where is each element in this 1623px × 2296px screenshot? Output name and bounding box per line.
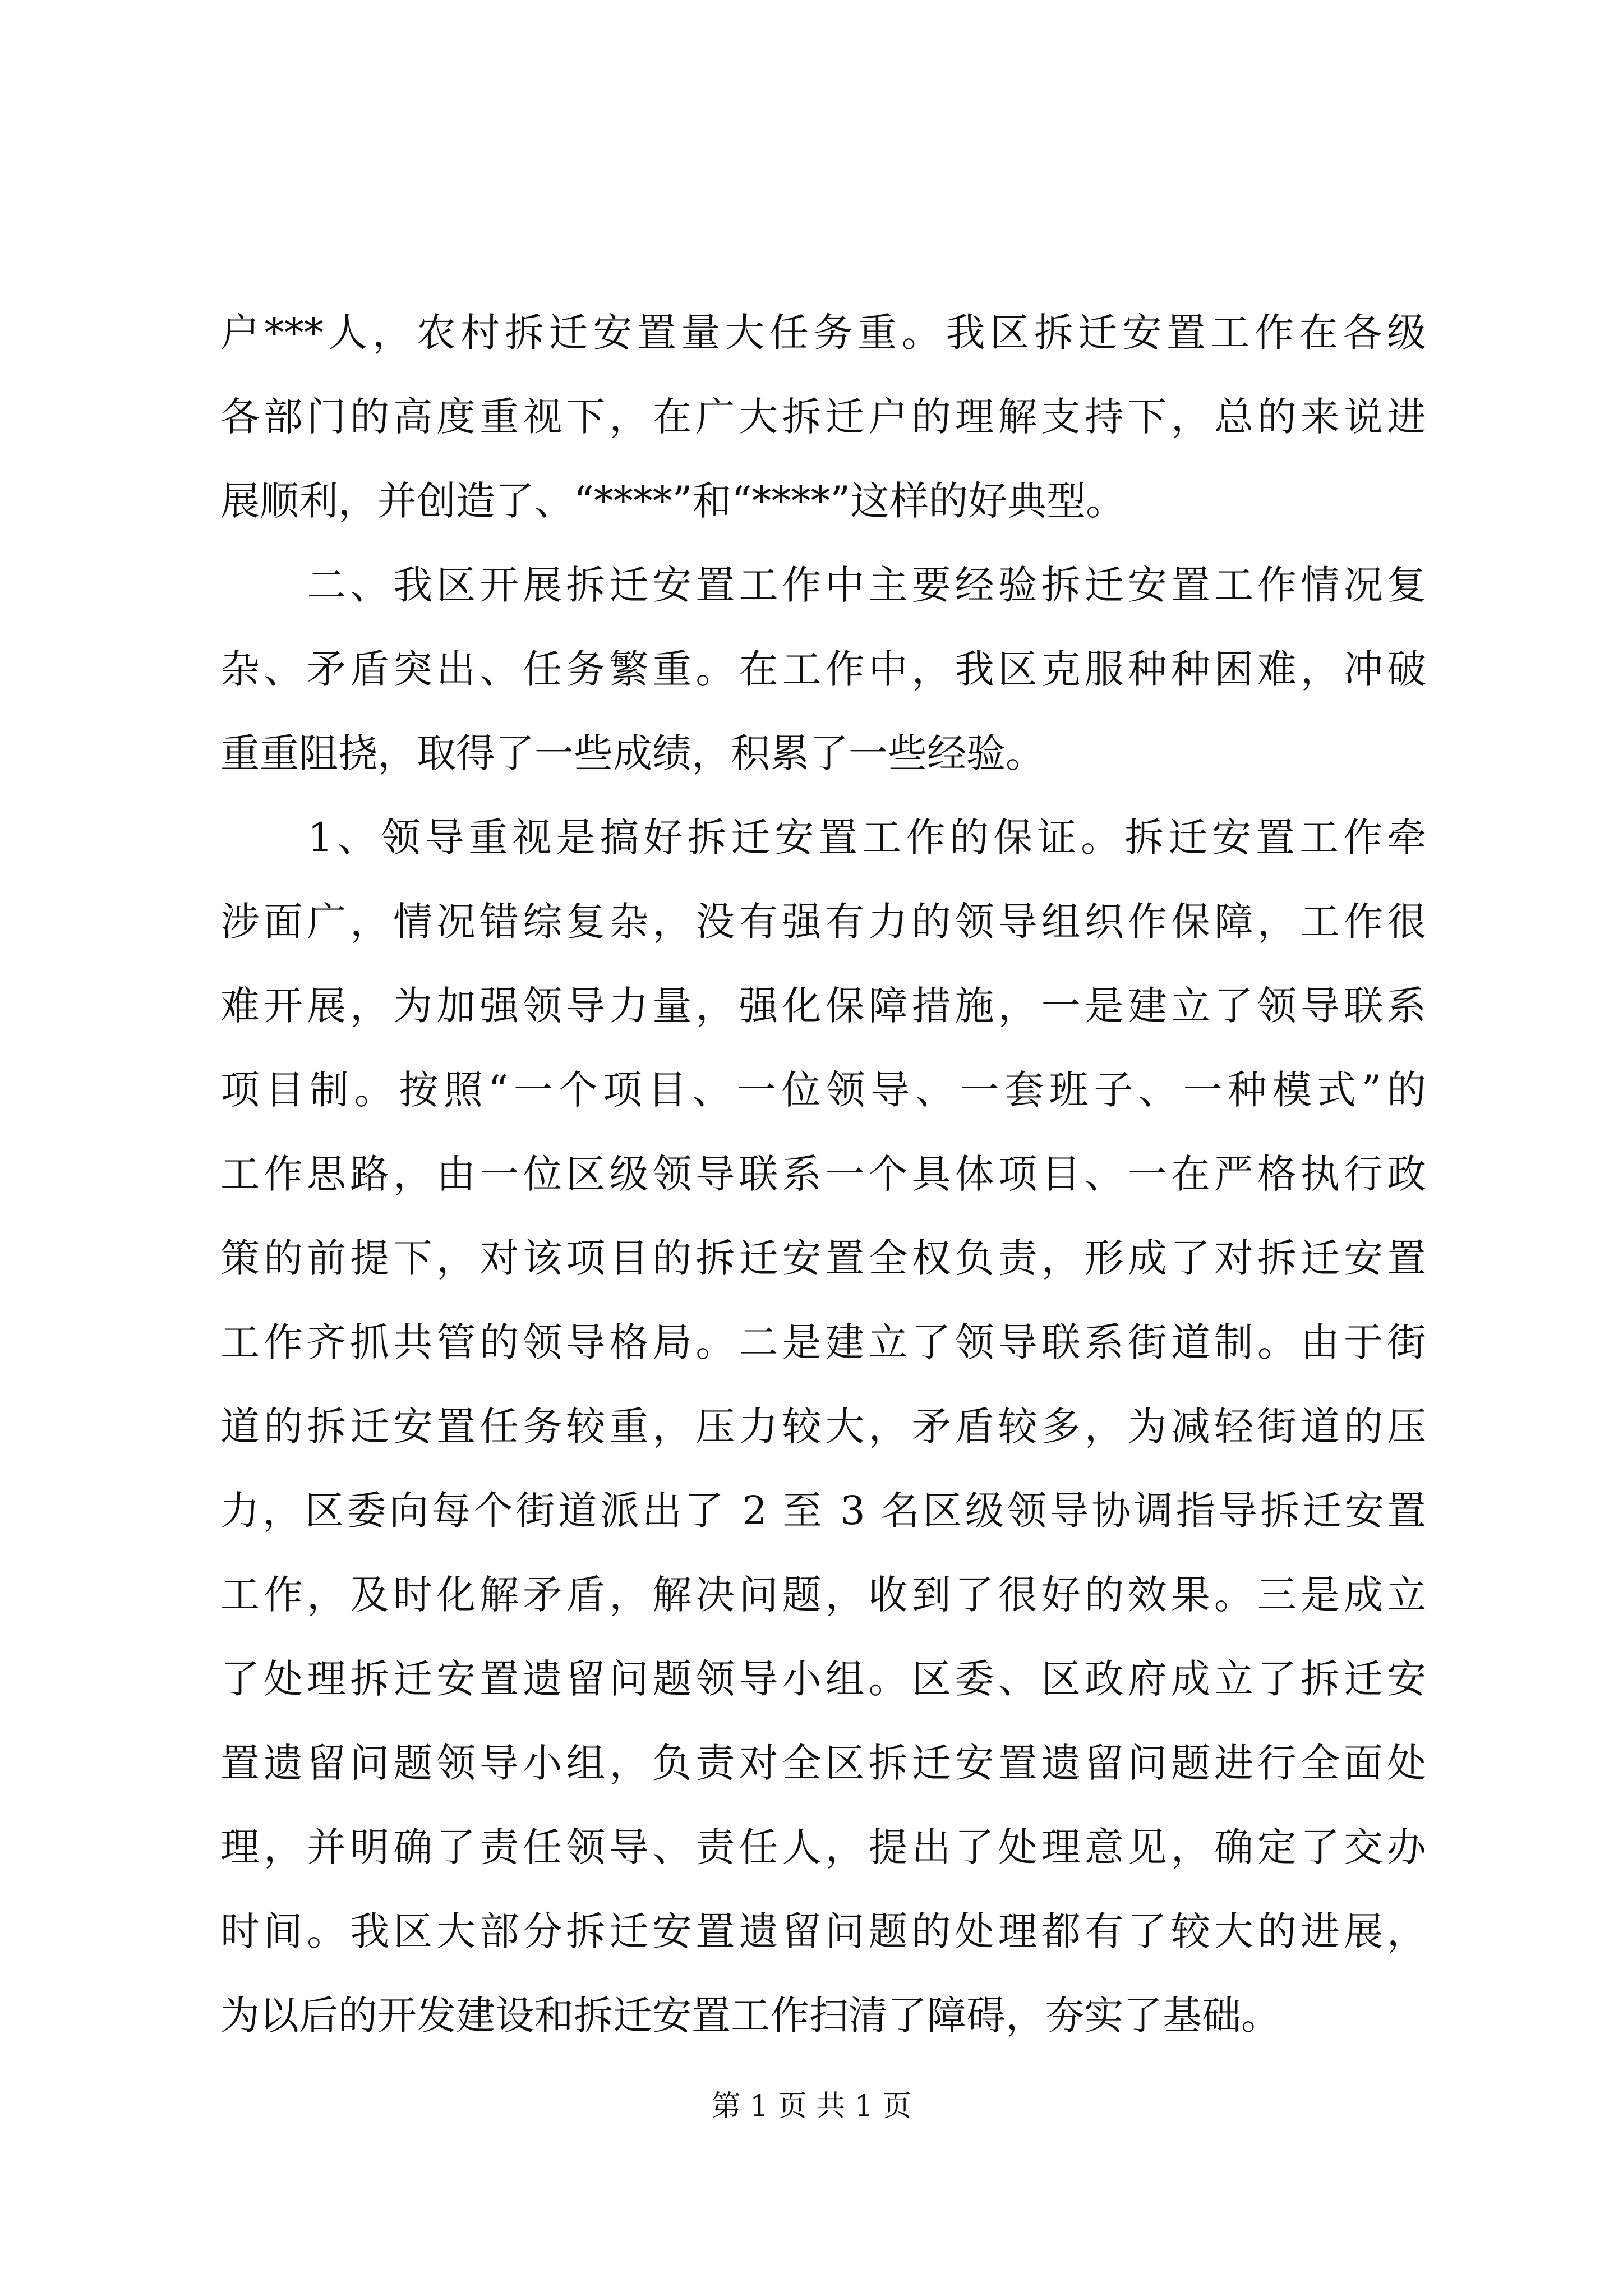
text-line: 理，并明确了责任领导、责任人，提出了处理意见，确定了交办: [220, 1824, 1426, 1870]
text-line: 置遗留问题领导小组，负责对全区拆迁安置遗留问题进行全面处: [220, 1740, 1426, 1786]
text-line: 策的前提下，对该项目的拆迁安置全权负责，形成了对拆迁安置: [220, 1235, 1426, 1281]
text-line: 杂、矛盾突出、任务繁重。在工作中，我区克服种种困难，冲破: [220, 646, 1426, 692]
text-line: 项目制。按照“一个项目、一位领导、一套班子、一种模式”的: [220, 1067, 1426, 1113]
paragraph: [220, 291, 1426, 543]
text-line: 工作，及时化解矛盾，解决问题，收到了很好的效果。三是成立: [220, 1572, 1426, 1618]
text-line: 重重阻挠，取得了一些成绩，积累了一些经验。: [220, 730, 1045, 776]
text-line: 工作齐抓共管的领导格局。二是建立了领导联系街道制。由于街: [220, 1319, 1426, 1365]
text-line: 工作思路，由一位区级领导联系一个具体项目、一在严格执行政: [220, 1151, 1426, 1197]
text-line: 难开展，为加强领导力量，强化保障措施，一是建立了领导联系: [220, 983, 1426, 1029]
text-line: 时间。我区大部分拆迁安置遗留问题的处理都有了较大的进展，: [220, 1908, 1426, 1954]
text-line: 1、领导重视是搞好拆迁安置工作的保证。拆迁安置工作牵: [220, 815, 1426, 861]
paragraph: [220, 543, 1426, 795]
text-line: 力，区委向每个街道派出了 2 至 3 名区级领导协调指导拆迁安置: [220, 1488, 1426, 1534]
page-footer: 第 1 页 共 1 页: [711, 2090, 912, 2123]
document-body: [220, 291, 1426, 2058]
paragraph: [220, 795, 1426, 2058]
text-line: 二、我区开展拆迁安置工作中主要经验拆迁安置工作情况复: [220, 562, 1426, 608]
text-line: 户***人，农村拆迁安置量大任务重。我区拆迁安置工作在各级: [220, 310, 1426, 356]
text-line: 展顺利，并创造了、“****”和“****”这样的好典型。: [220, 478, 1126, 524]
text-line: 道的拆迁安置任务较重，压力较大，矛盾较多，为减轻街道的压: [220, 1404, 1426, 1450]
text-line: 了处理拆迁安置遗留问题领导小组。区委、区政府成立了拆迁安: [220, 1656, 1426, 1702]
text-line: 为以后的开发建设和拆迁安置工作扫清了障碍，夯实了基础。: [220, 1993, 1280, 2039]
text-line: 各部门的高度重视下，在广大拆迁户的理解支持下，总的来说进: [220, 394, 1426, 440]
text-line: 涉面广，情况错综复杂，没有强有力的领导组织作保障，工作很: [220, 899, 1426, 945]
